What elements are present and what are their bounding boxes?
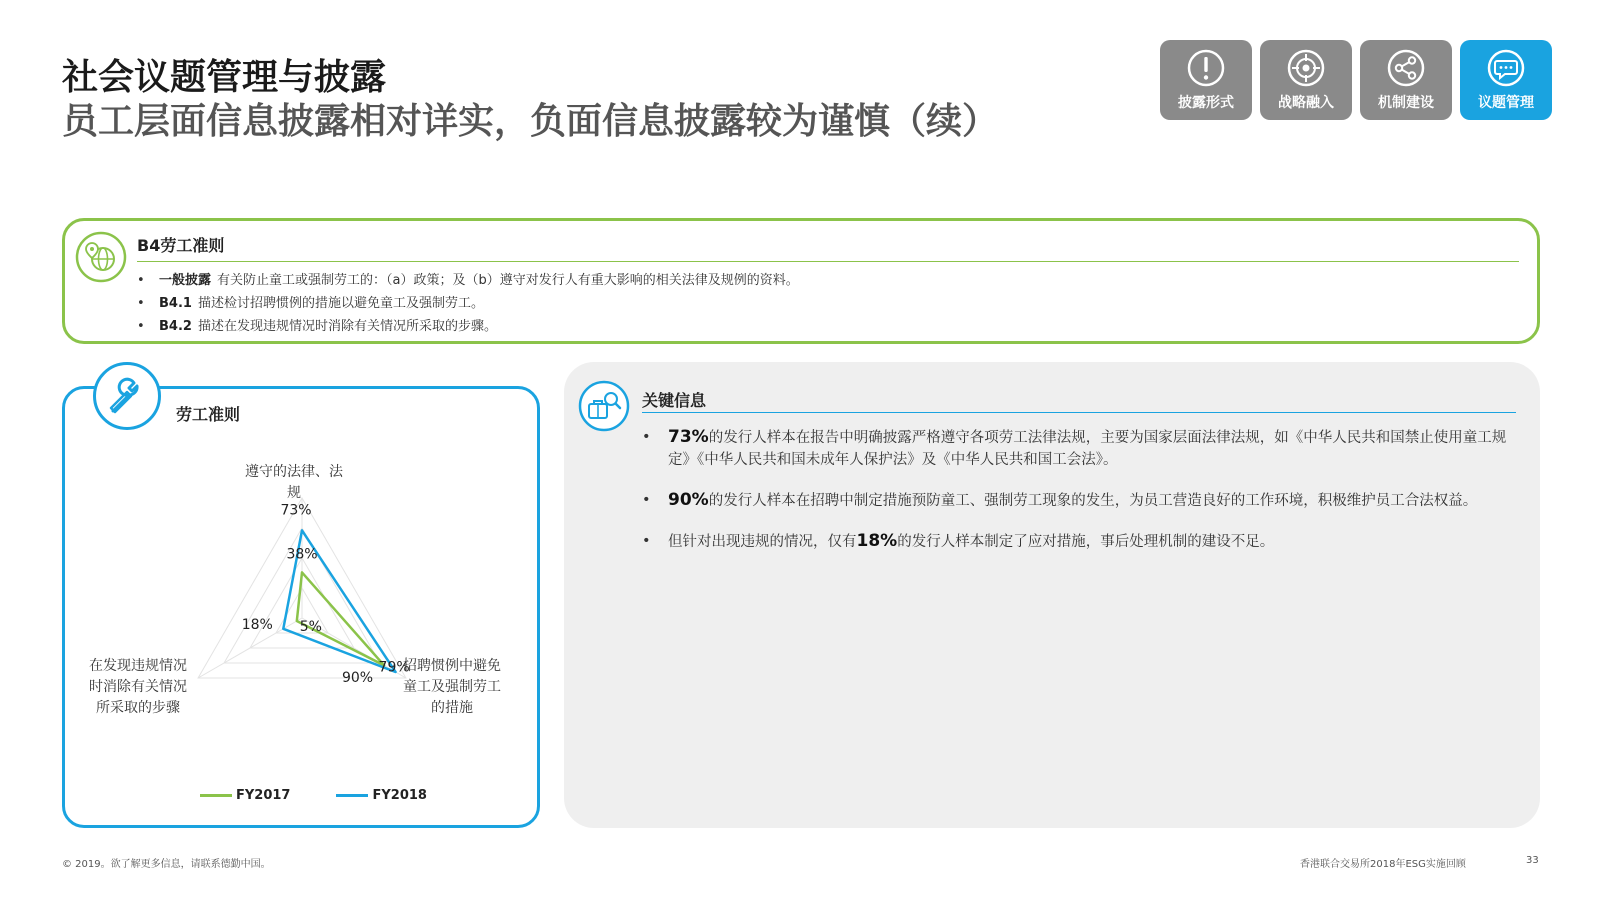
legend-swatch [336, 794, 368, 797]
nav-tiles [1160, 40, 1552, 120]
page-subtitle: 员工层面信息披露相对详实，负面信息披露较为谨慎（续） [62, 101, 999, 142]
radar-chart [62, 440, 540, 760]
axis-label: 童工及强制劳工 [403, 679, 501, 695]
axis-label: 时消除有关情况 [89, 679, 187, 695]
item-code: 一般披露 [159, 273, 212, 288]
axis-label: 的措施 [431, 700, 473, 716]
exclamation-icon [1186, 48, 1226, 88]
target-icon [1286, 48, 1326, 88]
item-text: 的发行人样本在招聘中制定措施预防童工、强制劳工现象的发生，为员工营造良好的工作环境，积极维护员工合法权益。 [708, 493, 1478, 509]
list-item [137, 292, 799, 315]
axis-label: 规 [287, 485, 301, 501]
tile-label: 披露形式 [1178, 95, 1234, 111]
key-info-panel [564, 362, 1540, 828]
pct-value: 18% [856, 531, 898, 551]
legend-label: FY2018 [372, 788, 427, 803]
key-info-title: 关键信息 [642, 391, 707, 410]
footer-report-name: 香港联合交易所2018年ESG实施回顾 [1300, 859, 1466, 870]
page-number: 33 [1526, 855, 1539, 866]
footer-copyright: © 2019。欲了解更多信息，请联系德勤中国。 [62, 859, 271, 870]
labor-panel-title: 劳工准则 [176, 405, 241, 424]
axis-label: 招聘惯例中避免 [403, 658, 501, 674]
key-info-list [642, 426, 1516, 571]
briefcase-search-icon [578, 380, 630, 432]
list-item [642, 426, 1516, 471]
data-label: 38% [286, 546, 318, 563]
tab-mechanism[interactable] [1360, 40, 1452, 120]
legend-item-fy2018 [336, 788, 426, 803]
chart-legend [200, 788, 427, 803]
item-prefix: 但针对出现违规的情况，仅有 [668, 534, 857, 550]
item-text: 有关防止童工或强制劳工的：（a）政策；及（b）遵守对发行人有重大影响的相关法律及规例的资料。 [217, 273, 799, 288]
data-label: 79% [378, 659, 410, 676]
b4-list [137, 269, 799, 338]
tile-label: 战略融入 [1278, 95, 1334, 111]
data-label: 90% [341, 670, 374, 686]
data-label: 5% [299, 619, 322, 635]
b4-title: B4劳工准则 [137, 236, 225, 255]
wrench-icon [105, 374, 149, 418]
item-text: 的发行人样本在报告中明确披露严格遵守各项劳工法律法规，主要为国家层面法律法规，如《中华人民共和国禁止使用童工规定》《中华人民共和国未成年人保护法》及《中华人民共和国工会法》。 [668, 430, 1507, 468]
axis-label: 所采取的步骤 [96, 700, 180, 716]
b4-standard-box [62, 218, 1540, 344]
list-item [137, 269, 799, 292]
globe-pin-icon [75, 231, 127, 283]
item-text: 的发行人样本制定了应对措施，事后处理机制的建设不足。 [897, 534, 1275, 550]
page-title: 社会议题管理与披露 [62, 57, 387, 98]
legend-label: FY2017 [236, 788, 291, 803]
legend-swatch [200, 794, 232, 797]
b4-divider [137, 261, 1519, 262]
share-icon [1386, 48, 1426, 88]
tab-strategy[interactable] [1260, 40, 1352, 120]
key-info-divider [642, 412, 1516, 413]
list-item [642, 530, 1516, 553]
legend-item-fy2017 [200, 788, 290, 803]
tab-issue-management[interactable] [1460, 40, 1552, 120]
axis-label: 在发现违规情况 [89, 658, 187, 674]
tab-disclosure-form[interactable] [1160, 40, 1252, 120]
list-item [642, 489, 1516, 512]
tile-label: 机制建设 [1378, 95, 1434, 111]
data-label: 18% [241, 616, 273, 633]
list-item [137, 315, 799, 338]
pct-value: 90% [668, 490, 709, 510]
item-text: 描述检讨招聘惯例的措施以避免童工及强制劳工。 [197, 296, 484, 311]
pct-value: 73% [668, 427, 709, 447]
tile-label: 议题管理 [1478, 95, 1534, 111]
item-code: B4.2 [159, 319, 192, 334]
wrench-badge [93, 362, 161, 430]
chat-icon [1486, 48, 1526, 88]
data-label: 73% [280, 502, 312, 519]
axis-label: 遵守的法律、法 [245, 464, 343, 480]
item-code: B4.1 [159, 296, 192, 311]
item-text: 描述在发现违规情况时消除有关情况所采取的步骤。 [197, 319, 497, 334]
